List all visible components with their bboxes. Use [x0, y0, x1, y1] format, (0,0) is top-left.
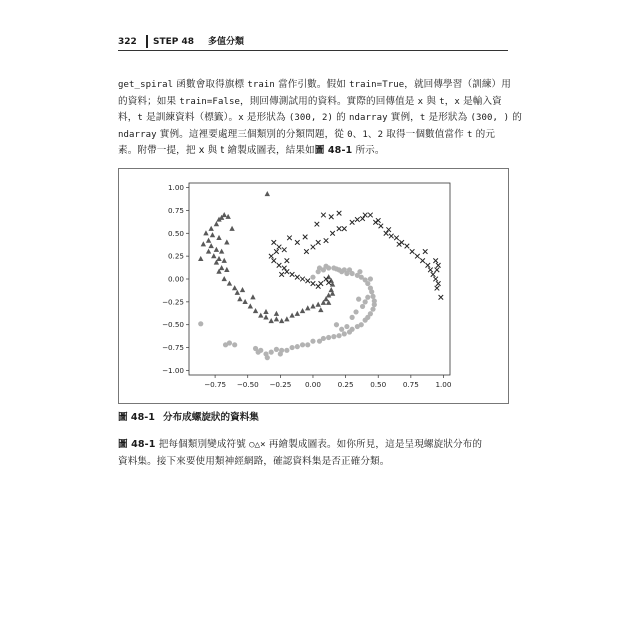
y-tick-label: −0.25 [161, 297, 184, 307]
x-tick-label: 0.50 [370, 380, 387, 389]
y-tick-label: −0.75 [161, 343, 184, 353]
inline-code: train=True [349, 80, 405, 90]
text-run: ，就回傳學習（訓練）用 [404, 79, 511, 90]
figure-caption [118, 409, 259, 423]
data-point-circle [365, 281, 370, 286]
data-point-circle [370, 307, 375, 312]
data-point-circle [347, 267, 352, 272]
data-point-circle [363, 318, 368, 323]
x-tick-label: −0.25 [269, 380, 292, 389]
text-run: 料， [118, 112, 138, 124]
chapter-label: STEP 48 [153, 37, 195, 47]
text-run: 的 [509, 112, 522, 124]
text-run: 是輸入資 [459, 95, 502, 107]
x-tick-label: 1.00 [435, 380, 452, 389]
figure-reference: 圖 48-1 [118, 439, 156, 450]
text-run: 素。附帶一提，把 [118, 145, 199, 157]
x-tick-label: −0.75 [204, 380, 227, 389]
data-point-circle [344, 324, 349, 329]
data-point-circle [370, 294, 375, 299]
figure-reference: 圖 48-1 [314, 145, 353, 157]
x-tick-label: −0.50 [236, 380, 259, 389]
data-point-circle [356, 297, 361, 302]
inline-code: x [454, 96, 460, 107]
y-tick-label: 0.50 [167, 228, 184, 238]
text-line [118, 110, 522, 127]
text-run: 是訓練資料（標籤）。 [142, 112, 239, 124]
data-point-circle [274, 347, 279, 352]
data-point-circle [278, 351, 283, 356]
data-point-circle [342, 267, 347, 272]
text-run: 實例。這裡要處理三個類別的分類問題，從 [156, 128, 348, 140]
data-point-circle [232, 342, 237, 347]
inline-code: train [247, 80, 275, 90]
text-run: 資料集。接下來要使用類神經網路，確認資料集是否正確分類。 [118, 455, 390, 467]
text-run: t [220, 145, 225, 157]
data-point-circle [310, 339, 315, 344]
data-point-circle [334, 266, 339, 271]
spiral-scatter-chart [119, 169, 508, 403]
paragraph-intro [118, 77, 522, 160]
caption-title: 分布成螺旋狀的資料集 [162, 412, 259, 423]
data-point-circle [300, 342, 305, 347]
text-run: 繪製成圖表，結果如 [224, 145, 315, 157]
inline-code: 1 [362, 129, 368, 140]
text-run: 的 [332, 112, 349, 124]
x-tick-label: 0.00 [304, 380, 321, 389]
x-tick-label: 0.75 [402, 380, 419, 389]
inline-code: t [419, 113, 426, 124]
data-point-circle [334, 322, 339, 327]
inline-code: x [238, 113, 244, 124]
inline-code: ○△× [249, 440, 266, 450]
y-tick-label: 0.25 [167, 251, 184, 261]
data-point-circle [360, 304, 365, 309]
inline-code: 0 [347, 129, 353, 140]
data-point-circle [355, 324, 360, 329]
data-point-circle [350, 315, 355, 320]
text-line [118, 437, 510, 454]
y-tick-label: −1.00 [161, 365, 184, 375]
text-run: 所示。 [352, 145, 385, 157]
y-tick-label: −0.50 [161, 320, 184, 330]
data-point-circle [265, 355, 270, 360]
y-tick-label: 0.00 [167, 274, 184, 284]
inline-code: (300, 2) [288, 113, 333, 124]
text-run: ， [444, 95, 455, 107]
data-point-circle [198, 321, 203, 326]
inline-code: get_spiral [118, 80, 174, 90]
text-run: 、 [352, 128, 363, 140]
data-point-circle [295, 344, 300, 349]
caption-label: 圖 48-1 [118, 412, 155, 423]
text-line [118, 454, 510, 471]
data-point-circle [372, 302, 377, 307]
text-run: 與 [204, 145, 221, 157]
data-point-circle [357, 269, 362, 274]
inline-code: t [137, 113, 143, 124]
data-point-circle [289, 345, 294, 350]
text-run: 取得一個數值當作 [383, 128, 467, 140]
data-point-circle [353, 309, 358, 314]
chapter-title: 多值分類 [208, 37, 245, 47]
data-point-circle [310, 275, 315, 280]
data-point-circle [317, 265, 322, 270]
data-point-circle [305, 342, 310, 347]
paragraph-description [118, 437, 510, 470]
text-run: 、 [367, 128, 378, 140]
text-run: 再繪製成圖表。如你所見，這是呈現螺旋狀分布的 [265, 439, 483, 450]
data-point-circle [339, 327, 344, 332]
inline-code: train=False [179, 96, 241, 107]
inline-code: ndarray [348, 113, 388, 124]
text-run: 的資料；如果 [118, 95, 180, 107]
inline-code: (300, ) [470, 113, 510, 124]
text-run: ，則回傳測試用的資料。實際的回傳值是 [240, 95, 418, 107]
inline-code: x [417, 96, 424, 107]
text-line [118, 127, 510, 144]
text-run: 是形狀為 [243, 112, 289, 124]
data-point-circle [284, 348, 289, 353]
data-point-circle [253, 346, 258, 351]
data-point-circle [269, 350, 274, 355]
text-line [118, 143, 510, 160]
inline-code: t [439, 96, 445, 107]
figure-48-1 [118, 168, 509, 404]
header-divider [146, 35, 148, 48]
y-tick-label: 0.75 [167, 205, 184, 215]
plot-frame [189, 183, 450, 375]
data-point-circle [347, 329, 352, 334]
inline-code: ndarray [118, 129, 157, 140]
text-line [118, 77, 510, 94]
data-point-circle [336, 333, 341, 338]
text-run: 實例， [387, 112, 420, 124]
text-run: 函數會取得旗標 [173, 79, 248, 90]
data-point-circle [323, 264, 328, 269]
data-point-circle [342, 331, 347, 336]
text-run: 當作引數。假如 [274, 79, 350, 90]
data-point-circle [223, 342, 228, 347]
inline-code: 2 [377, 129, 384, 140]
data-point-circle [369, 289, 374, 294]
text-run: 是形狀為 [425, 112, 471, 124]
page-number: 322 [118, 37, 137, 47]
data-point-circle [331, 334, 336, 339]
data-point-circle [363, 299, 368, 304]
y-tick-label: 1.00 [167, 183, 184, 193]
data-point-circle [326, 335, 331, 340]
inline-code: t [466, 129, 473, 140]
page-header [118, 36, 508, 51]
text-run: 把每個類別變成符號 [155, 439, 250, 450]
x-tick-label: 0.25 [337, 380, 354, 389]
text-run: 與 [423, 95, 440, 107]
data-point-circle [317, 339, 322, 344]
data-point-circle [365, 295, 370, 300]
data-point-circle [368, 276, 373, 281]
text-run: x [198, 145, 205, 157]
text-line [118, 94, 510, 111]
text-run: 的元 [472, 128, 496, 140]
